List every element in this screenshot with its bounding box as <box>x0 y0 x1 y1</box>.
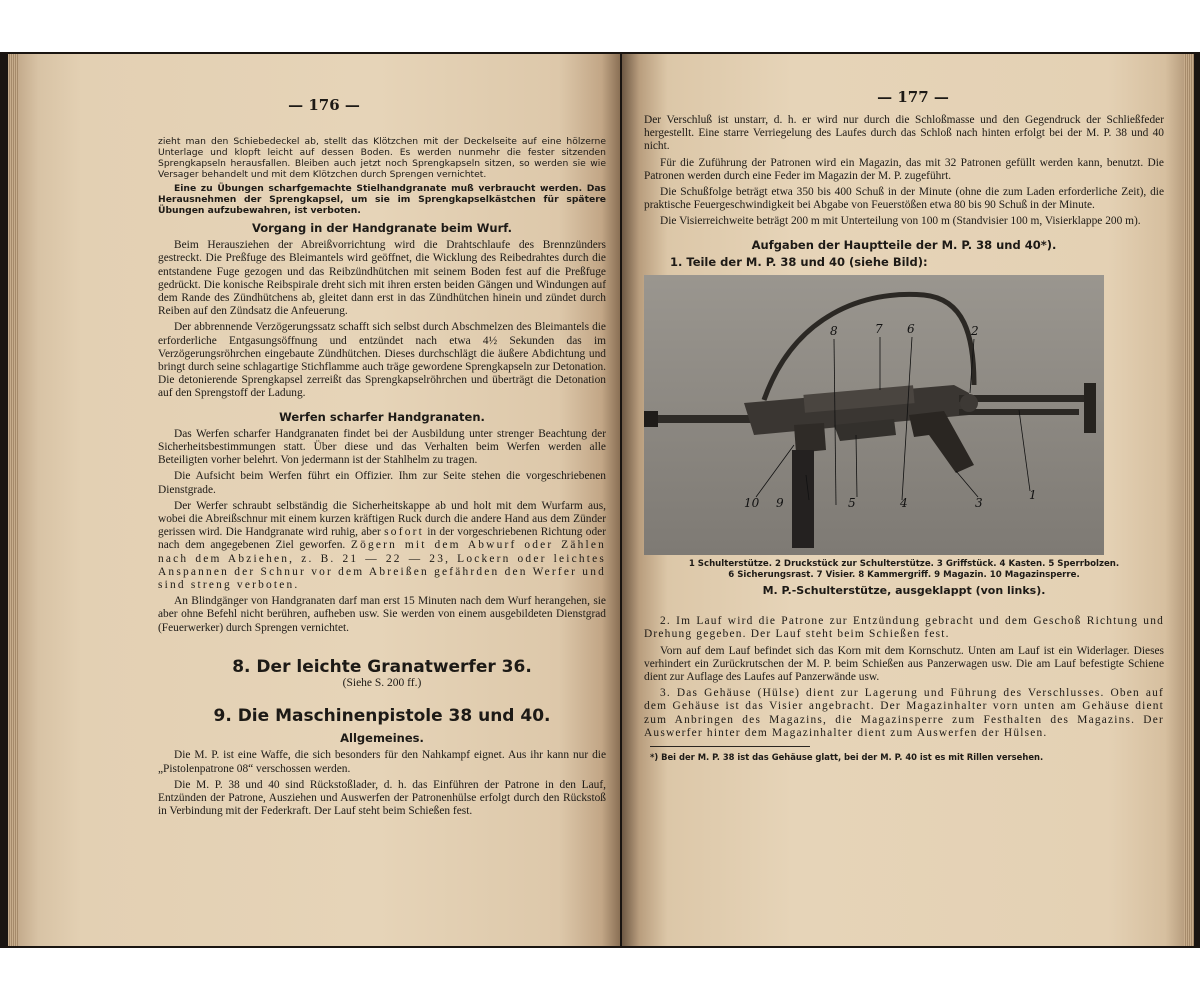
intro-paragraph: zieht man den Schiebedeckel ab, stellt das Klötzchen mit der Deckelseite auf eine hölzerne Unterlage und klopft leicht auf dessen Boden. Es werden nunmehr die fester sitzenden Sprengkapseln herausfallen. Bleiben auch jetzt noch Sprengkapseln sitzen, so werden sie wie Versager behandelt und mit dem Klötzchen durch Sprengen vernichtet. <box>158 136 606 180</box>
page-edges-right <box>1184 54 1194 946</box>
figure-label-5: 5 <box>848 496 856 511</box>
mp40-photo <box>644 275 1104 555</box>
page-number-right: — 177 — <box>877 88 949 106</box>
figure-caption-line-1: 1 Schulterstütze. 2 Druckstück zur Schulterstütze. 3 Griffstück. 4 Kasten. 5 Sperrbolzen. <box>688 559 1120 570</box>
heading-aufgaben: Aufgaben der Hauptteile der M. P. 38 und 40*). <box>751 237 1057 252</box>
figure-label-3: 3 <box>975 496 983 511</box>
paragraph-vorgang-2: Der abbrennende Verzögerungssatz schafft sich selbst durch Abschmelzen des Bleimantels die erforderliche Entgasungsöffnung und entzündet nach etwa 4½ Sekunden das im Verzögerungsröhrchen eingebaute Zündhütchen. Dieses durchschlägt die äußere Abdichtung und bringt durch seine schlagartige Stichflamme auch träge gewordene Sprengkapseln zur Detonation. Die detonierende Sprengkapsel zerreißt das Sprengkapselröhrchen und überträgt die Detonation auf den Sprengstoff der Ladung. <box>158 321 606 400</box>
right-page <box>622 54 1194 946</box>
list-heading-teile: 1. Teile der M. P. 38 und 40 (siehe Bild): <box>670 254 928 269</box>
right-text-column <box>644 114 1164 764</box>
left-text-column <box>158 136 606 821</box>
footnote-rule <box>650 746 810 747</box>
paragraph-lauf: 2. Im Lauf wird die Patrone zur Entzündung gebracht und dem Geschoß Richtung und Drehung gegeben. Der Lauf steht beim Schießen fest. <box>644 615 1164 641</box>
left-page <box>8 54 620 946</box>
figure-label-6: 6 <box>907 322 915 337</box>
paragraph-vorgang-1: Beim Herausziehen der Abreißvorrichtung wird die Drahtschlaufe des Brennzünders gestreckt. Die Preßfuge des Bleimantels wird geöffnet, die Wicklung des Reibedrahtes durch die entstandene Fuge gezogen und das Reibzündhütchen mit seinem Boden fest auf die Preßfuge gedrückt. Die konische Reibspirale dreht sich mit ihren ersten beiden Gängen und Windungen auf dem Rande des Zündhütchens ab, gleitet dann erst in das Zündhütchen hinein und zündet durch Reiben auf den Zündsatz die Anfeuerung. <box>158 239 606 318</box>
page-number-left: — 176 — <box>288 96 360 114</box>
heading-section-8: 8. Der leichte Granatwerfer 36. <box>232 656 532 677</box>
figure-label-9: 9 <box>776 496 784 511</box>
paragraph-magazin: Für die Zuführung der Patronen wird ein Magazin, das mit 32 Patronen gefüllt werden kann, benutzt. Die Patronen werden durch eine Feder im Magazin der M. P. zugeführt. <box>644 156 1164 182</box>
heading-vorgang: Vorgang in der Handgranate beim Wurf. <box>251 221 513 235</box>
figure-caption-title: M. P.-Schulterstütze, ausgeklappt (von links). <box>762 584 1046 598</box>
werfen-3-sofort: sofort <box>384 526 424 539</box>
werfen-3-part-a: Der Werfer schraubt selbständig die Sicherheitskappe ab und holt mit dem Wurfarm aus, wobei die Abreißschnur mit einem kurzen kräftigen Ruck durch die andere Hand aus dem Zünder gerissen wird. Die Handgranate wird ruhig, aber <box>158 499 606 539</box>
figure-label-10: 10 <box>744 496 760 511</box>
page-edges-left <box>8 54 18 946</box>
paragraph-visierreichweite: Die Visierreichweite beträgt 200 m mit Unterteilung von 100 m (Standvisier 100 m, Visierklappe 200 m). <box>660 215 1141 228</box>
figure-label-8: 8 <box>830 324 838 339</box>
figure-label-1: 1 <box>1029 488 1037 503</box>
paragraph-werfen-1: Das Werfen scharfer Handgranaten findet bei der Ausbildung unter strenger Beachtung der Sicherheitsbestimmungen statt. Über diese und das Verhalten beim Werfen werden alle Beteiligten vorher belehrt. Von jedermann ist der Stahlhelm zu tragen. <box>158 427 606 467</box>
heading-allgemeines: Allgemeines. <box>340 731 424 746</box>
paragraph-allgemeines-2: Die M. P. 38 und 40 sind Rückstoßlader, d. h. das Einführen der Patrone in den Lauf, Entzünden der Patrone, Ausziehen und Auswerfen der Patronenhülse erfolgt durch den Rückstoß in Verbindung mit der Federkraft. Der Lauf steht beim Schießen fest. <box>158 778 606 818</box>
paragraph-verschluss: Der Verschluß ist unstarr, d. h. er wird nur durch die Schloßmasse und den Gegendruck der Schließfeder hergestellt. Eine starre Verriegelung des Laufes durch das Schloß nach hinten erfolgt bei der M. P. 38 und 40 nicht. <box>644 114 1164 153</box>
paragraph-werfen-3 <box>158 500 606 592</box>
paragraph-werfen-2: Die Aufsicht beim Werfen führt ein Offizier. Ihm zur Seite stehen die vorgeschriebenen Dienstgrade. <box>158 470 606 496</box>
footnote: *) Bei der M. P. 38 ist das Gehäuse glatt, bei der M. P. 40 ist es mit Rillen versehen. <box>650 752 1044 763</box>
figure-label-2: 2 <box>971 324 979 339</box>
paragraph-schussfolge: Die Schußfolge beträgt etwa 350 bis 400 Schuß in der Minute (ohne die zum Laden erforderliche Zeit), die praktische Feuergeschwindigkeit bei Abgabe von Feuerstößen etwa 80 bis 90 Schuß in der Minute. <box>644 186 1164 212</box>
heading-werfen: Werfen scharfer Handgranaten. <box>279 409 485 424</box>
werfen-3-part-c: in der vorgeschriebenen Richtung oder nach dem angegebenen Ziel geworfen. <box>158 526 606 552</box>
open-book <box>0 52 1200 948</box>
subheading-section-8: (Siehe S. 200 ff.) <box>342 676 422 689</box>
heading-section-9: 9. Die Maschinenpistole 38 und 40. <box>213 706 551 727</box>
figure-label-4: 4 <box>900 496 908 511</box>
paragraph-allgemeines-1: Die M. P. ist eine Waffe, die sich besonders für den Nahkampf eignet. Aus ihr kann nur die „Pistolenpatrone 08“ verschossen werden. <box>158 749 606 775</box>
werfen-3-part-d: Zögern mit dem Abwurf oder Zählen nach dem Abziehen, z. B. 21 — 22 — 23, Lockern oder leichtes Anspannen der Schnur vor dem Abreißen gefährden den Werfer und sind streng verboten. <box>158 539 607 592</box>
paragraph-gehaeuse: 3. Das Gehäuse (Hülse) dient zur Lagerung und Führung des Verschlusses. Oben auf dem Gehäuse ist das Visier angebracht. Der Magazinhalter vorn unten am Gehäuse dient zum Anbringen des Magazins, die Magazinsperre zum Festhalten des Magazins. Der Auswerfer hinter dem Magazinhalter dient zum Auswerfen der Hülsen. <box>644 687 1164 739</box>
figure-label-7: 7 <box>875 322 883 337</box>
mp40-illustration <box>644 275 1104 555</box>
paragraph-korn: Vorn auf dem Lauf befindet sich das Korn mit dem Kornschutz. Unten am Lauf ist ein Widerlager. Dieses verhindert ein Zurückrutschen der M. P. beim Schießen aus Panzerwagen usw. Die am Lauf befestigte Schiene dient zur Auflage des Laufes auf Panzerwände usw. <box>644 644 1164 684</box>
figure-caption-line-2: 6 Sicherungsrast. 7 Visier. 8 Kammergriff. 9 Magazin. 10 Magazinsperre. <box>728 570 1080 581</box>
note-paragraph: Eine zu Übungen scharfgemachte Stielhandgranate muß verbraucht werden. Das Herausnehmen der Sprengkapsel, um sie im Sprengkapselkästchen für spätere Übungen aufzubewahren, ist verboten. <box>158 183 606 216</box>
paragraph-werfen-4: An Blindgänger von Handgranaten darf man erst 15 Minuten nach dem Wurf herangehen, sie aber ohne Befehl nicht berühren, aufheben usw. Sie werden von einem ausgebildeten Dienstgrad (Feuerwerker) durch Sprengen vernichtet. <box>158 595 606 634</box>
